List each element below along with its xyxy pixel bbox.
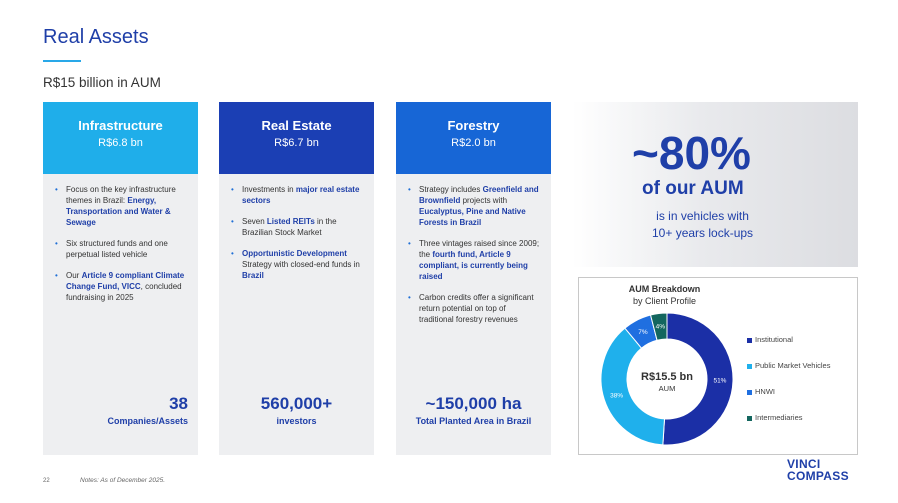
legend-swatch <box>747 338 752 343</box>
title-underline <box>43 60 81 62</box>
card-body <box>219 174 374 281</box>
legend-item <box>747 335 793 344</box>
company-logo <box>787 458 849 482</box>
legend-item <box>747 361 830 370</box>
bullet-text: Investments in <box>242 185 296 194</box>
chart-heading: AUM Breakdown <box>628 284 701 294</box>
bullet-text: in the Brazilian Stock Market <box>242 217 337 237</box>
bullet-text: projects with <box>460 196 508 205</box>
donut-center-value: R$15.5 bn <box>641 371 693 383</box>
highlighted-text: Opportunistic Development <box>242 249 347 258</box>
highlighted-text: Energy, Transportation and Water & Sewage <box>66 196 171 227</box>
callout-percentage: ~80% <box>632 127 751 179</box>
bullet-item <box>231 216 364 238</box>
stat-number: 560,000+ <box>260 394 333 413</box>
card-stat <box>43 394 188 426</box>
highlighted-text: Brazil <box>242 271 264 280</box>
bullet-item <box>231 248 364 281</box>
highlighted-text: major real estate sectors <box>242 185 360 205</box>
bullet-text: Strategy includes <box>419 185 483 194</box>
card-stat <box>219 394 374 426</box>
card-body <box>396 174 551 325</box>
legend-item <box>747 387 775 396</box>
legend-label: Intermediaries <box>755 413 803 422</box>
legend-swatch <box>747 364 752 369</box>
footnote: Notes: As of December 2025. <box>80 477 166 484</box>
stat-label: investors <box>276 416 317 426</box>
infrastructure-card <box>43 102 198 455</box>
bullet-list <box>55 184 188 303</box>
card-header <box>396 102 551 174</box>
stat-number: ~150,000 ha <box>425 394 522 413</box>
bullet-item <box>55 184 188 228</box>
card-heading: Real Estate <box>261 118 332 133</box>
bullet-text: Our <box>66 271 82 280</box>
callout-line: is in vehicles with <box>656 209 749 223</box>
bullet-text: Six structured funds and one perpetual listed vehicle <box>66 239 168 259</box>
card-value: R$6.7 bn <box>274 137 319 149</box>
bullet-text: Strategy with closed-end funds in <box>242 260 360 269</box>
card-stat <box>396 394 551 426</box>
donut-center-label: AUM <box>658 384 676 393</box>
card-header <box>43 102 198 174</box>
bullet-item <box>231 184 364 206</box>
callout-heading: of our AUM <box>642 178 744 199</box>
bullet-text: Three vintages raised since 2009; the <box>419 239 540 259</box>
page-number: 22 <box>43 478 50 484</box>
bullet-item <box>408 184 541 228</box>
legend-label: HNWI <box>755 387 775 396</box>
legend-label: Public Market Vehicles <box>755 361 831 370</box>
bullet-text: Seven <box>242 217 267 226</box>
legend-swatch <box>747 390 752 395</box>
legend-label: Institutional <box>755 335 793 344</box>
bullet-item <box>55 238 188 260</box>
card-body <box>43 174 198 303</box>
bullet-list <box>408 184 541 325</box>
bullet-text: Focus on the key infrastructure themes in Brazil: <box>66 185 176 205</box>
legend-item <box>747 413 803 422</box>
bullet-text: , concluded fundraising in 2025 <box>66 282 182 302</box>
forestry-card <box>396 102 551 455</box>
card-heading: Forestry <box>447 118 500 133</box>
callout-line: 10+ years lock-ups <box>652 226 754 240</box>
card-value: R$2.0 bn <box>451 137 496 149</box>
highlighted-text: fourth fund, Article 9 compliant, is currently being raised <box>419 250 528 281</box>
slice-label: 51% <box>713 377 727 385</box>
bullet-list <box>231 184 364 281</box>
logo-line: VINCI <box>787 457 821 471</box>
stat-number: 38 <box>169 394 188 413</box>
slice-label: 7% <box>638 328 648 336</box>
slice-label: 4% <box>655 323 666 331</box>
donut-slice <box>601 328 664 445</box>
stat-label: Companies/Assets <box>107 416 188 426</box>
highlighted-text: Eucalyptus, Pine and Native Forests in Brazil <box>419 207 526 227</box>
page-subtitle: R$15 billion in AUM <box>43 75 161 90</box>
bullet-item <box>408 238 541 282</box>
lockup-callout <box>572 102 858 267</box>
aum-breakdown-chart <box>578 277 858 455</box>
chart-subtitle: by Client Profile <box>632 296 697 306</box>
bullet-item <box>55 270 188 303</box>
card-heading: Infrastructure <box>78 118 163 133</box>
stat-label: Total Planted Area in Brazil <box>415 416 532 426</box>
logo-line: COMPASS <box>787 469 849 483</box>
highlighted-text: Greenfield and Brownfield <box>419 185 539 205</box>
donut-chart <box>587 304 747 454</box>
card-header <box>219 102 374 174</box>
page-title: Real Assets <box>43 26 149 48</box>
highlighted-text: Listed REITs <box>266 217 315 226</box>
slice-label: 38% <box>610 392 624 400</box>
bullet-text: Carbon credits offer a significant return potential on top of traditional forestry revenues <box>419 293 534 324</box>
callout-text <box>652 208 753 242</box>
bullet-item <box>408 292 541 325</box>
card-value: R$6.8 bn <box>98 137 143 149</box>
real-estate-card <box>219 102 374 455</box>
highlighted-text: Article 9 compliant Climate Change Fund, VICC <box>66 271 185 291</box>
legend-swatch <box>747 416 752 421</box>
